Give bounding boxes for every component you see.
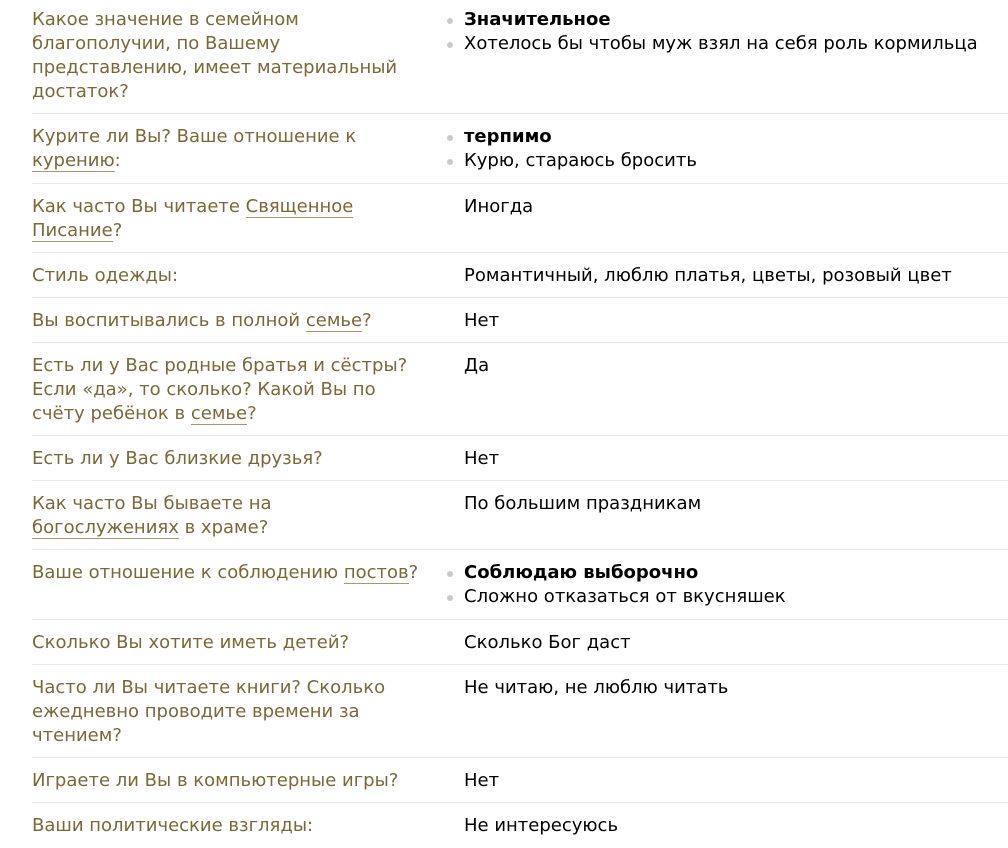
table-row bbox=[32, 665, 1008, 758]
answer-list bbox=[452, 125, 1008, 173]
question-line bbox=[32, 125, 440, 149]
link-fasts[interactable]: постов bbox=[343, 562, 409, 583]
question-line: Как часто Вы бываете на bbox=[32, 493, 272, 514]
question-line: Какое значение в семейном bbox=[32, 9, 299, 30]
question-line: ежедневно проводите времени за bbox=[32, 701, 360, 722]
question-line: благополучии, по Вашему bbox=[32, 33, 281, 54]
question-line: Часто ли Вы читаете книги? Сколько bbox=[32, 677, 386, 698]
answer-text: Не читаю, не люблю читать bbox=[464, 677, 729, 698]
table-row bbox=[32, 298, 1008, 343]
answer-text: Нет bbox=[464, 448, 500, 469]
question-siblings bbox=[32, 354, 452, 435]
question-text: в храме? bbox=[178, 517, 269, 538]
question-reading bbox=[32, 676, 452, 757]
question-text: счёту ребёнок в bbox=[32, 403, 191, 424]
link-smoking[interactable]: курению bbox=[32, 150, 115, 171]
link-scripture[interactable]: Писание bbox=[32, 220, 113, 241]
table-row bbox=[32, 758, 1008, 803]
question-smoking bbox=[32, 125, 452, 183]
table-row bbox=[32, 481, 1008, 550]
link-family[interactable]: семье bbox=[190, 403, 248, 424]
questionnaire-table bbox=[32, 8, 1008, 848]
question-text: ? bbox=[112, 220, 123, 241]
table-row bbox=[32, 436, 1008, 481]
link-holy[interactable]: Священное bbox=[245, 196, 354, 217]
question-line: представлению, имеет материальный bbox=[32, 57, 398, 78]
question-games: Играете ли Вы в компьютерные игры? bbox=[32, 770, 399, 791]
question-clothing: Стиль одежды: bbox=[32, 265, 179, 286]
answer-games bbox=[452, 769, 1008, 802]
question-friends: Есть ли у Вас близкие друзья? bbox=[32, 448, 323, 469]
table-row bbox=[32, 620, 1008, 665]
question-line: Если «да», то сколько? Какой Вы по bbox=[32, 379, 376, 400]
answer-item-selected: Значительное bbox=[452, 8, 1008, 32]
question-line bbox=[32, 402, 440, 426]
answer-list bbox=[452, 561, 1008, 609]
table-row bbox=[32, 550, 1008, 620]
question-line: Есть ли у Вас родные братья и сёстры? bbox=[32, 355, 408, 376]
answer-text: Иногда bbox=[464, 196, 534, 217]
question-line bbox=[32, 149, 440, 173]
answer-text: Не интересуюсь bbox=[464, 815, 619, 836]
answer-item-selected: Соблюдаю выборочно bbox=[452, 561, 1008, 585]
answer-full-family bbox=[452, 309, 1008, 342]
question-text: ? bbox=[408, 562, 419, 583]
question-politics: Ваши политические взгляды: bbox=[32, 815, 314, 836]
question-line bbox=[32, 516, 440, 540]
answer-fasting bbox=[452, 561, 1008, 619]
question-text: ? bbox=[362, 310, 372, 331]
question-text: : bbox=[114, 150, 121, 171]
answer-item-comment: Хотелось бы чтобы муж взял на себя роль кормильца bbox=[452, 32, 1008, 56]
link-family[interactable]: семье bbox=[305, 310, 363, 331]
table-row bbox=[32, 343, 1008, 436]
link-services[interactable]: богослужениях bbox=[32, 517, 179, 538]
table-row bbox=[32, 114, 1008, 184]
answer-text: Романтичный, люблю платья, цветы, розовый цвет bbox=[464, 265, 952, 286]
question-line: достаток? bbox=[32, 81, 129, 102]
question-text: Вы воспитывались в полной bbox=[32, 310, 306, 331]
question-children: Сколько Вы хотите иметь детей? bbox=[32, 632, 350, 653]
answer-text: Сколько Бог даст bbox=[464, 632, 631, 653]
table-row bbox=[32, 8, 1008, 114]
question-text: Курите ли Вы? Ваше отношение к bbox=[32, 126, 357, 147]
answer-smoking bbox=[452, 125, 1008, 183]
question-line: чтением? bbox=[32, 725, 122, 746]
question-text: Ваше отношение к соблюдению bbox=[32, 562, 344, 583]
answer-item-comment: Сложно отказаться от вкусняшек bbox=[452, 585, 1008, 609]
question-scripture bbox=[32, 195, 452, 252]
answer-item-selected: терпимо bbox=[452, 125, 1008, 149]
question-line bbox=[32, 195, 440, 219]
answer-services bbox=[452, 492, 1008, 549]
answer-list bbox=[452, 8, 1008, 56]
question-line bbox=[32, 219, 440, 243]
answer-friends bbox=[452, 447, 1008, 480]
table-row bbox=[32, 253, 1008, 298]
question-services bbox=[32, 492, 452, 549]
question-text: Как часто Вы читаете bbox=[32, 196, 246, 217]
question-material bbox=[32, 8, 452, 113]
answer-text: Да bbox=[464, 355, 490, 376]
answer-material bbox=[452, 8, 1008, 113]
answer-text: Нет bbox=[464, 770, 500, 791]
answer-children bbox=[452, 631, 1008, 664]
question-fasting bbox=[32, 561, 452, 619]
answer-reading bbox=[452, 676, 1008, 757]
answer-siblings bbox=[452, 354, 1008, 435]
question-text: ? bbox=[247, 403, 257, 424]
answer-text: Нет bbox=[464, 310, 500, 331]
question-full-family bbox=[32, 309, 452, 342]
answer-scripture bbox=[452, 195, 1008, 252]
table-row bbox=[32, 184, 1008, 253]
answer-item-comment: Курю, стараюсь бросить bbox=[452, 149, 1008, 173]
answer-text: По большим праздникам bbox=[464, 493, 702, 514]
answer-clothing bbox=[452, 264, 1008, 297]
table-row bbox=[32, 803, 1008, 848]
